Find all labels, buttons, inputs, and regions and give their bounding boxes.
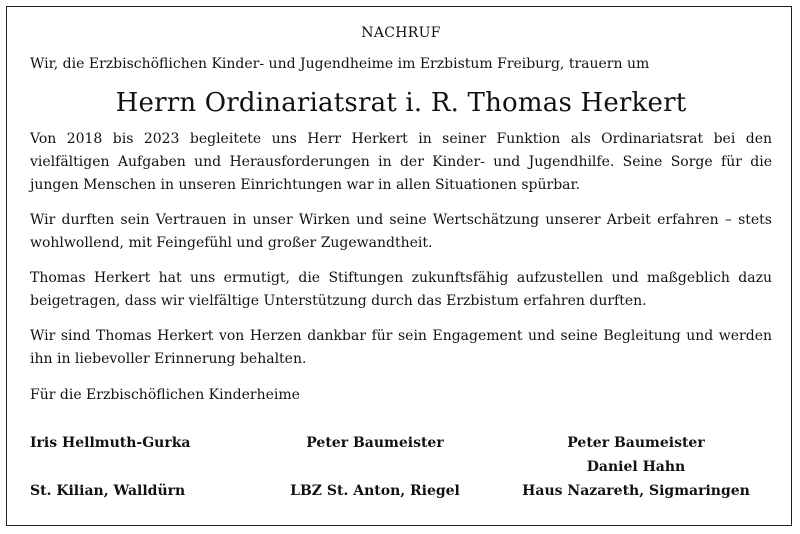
intro-line: Wir, die Erzbischöflichen Kinder- und Jugendheime im Erzbistum Freiburg, trauern um xyxy=(30,56,650,72)
signoff-line: Für die Erzbischöflichen Kinderheime xyxy=(30,387,300,403)
notice-heading: NACHRUF xyxy=(361,25,441,41)
blank-line xyxy=(30,455,250,479)
obituary-notice xyxy=(30,22,772,499)
signatory-name: Peter Baumeister xyxy=(567,435,705,451)
paragraph-tenure: Von 2018 bis 2023 begleitete uns Herr Herkert in seiner Funktion als Ordinariatsrat bei den vielfältigen Aufgaben und Herausforderungen in der Kinder- und Jugendhilfe. Seine Sorge für die jungen Menschen in unseren Einrichtungen war in allen Situationen spürbar. xyxy=(30,131,772,193)
signatory-name: Peter Baumeister xyxy=(306,435,444,451)
signatory-location: LBZ St. Anton, Riegel xyxy=(290,483,460,499)
signatory-name: Iris Hellmuth-Gurka xyxy=(30,435,191,451)
signatory-location: Haus Nazareth, Sigmaringen xyxy=(522,483,750,499)
signatory-haus-nazareth xyxy=(500,431,772,503)
paragraph-trust: Wir durften sein Vertrauen in unser Wirken und seine Wertschätzung unserer Arbeit erfahren – stets wohlwollend, mit Feingefühl und großer Zugewandtheit. xyxy=(30,212,772,251)
paragraph-encouragement: Thomas Herkert hat uns ermutigt, die Stiftungen zukunftsfähig aufzustellen und maßgeblich dazu beigetragen, dass wir vielfältige Unterstützung durch das Erzbistum erfahren durften. xyxy=(30,270,772,309)
signatories xyxy=(30,431,772,521)
signatory-name: Daniel Hahn xyxy=(586,459,686,475)
blank-line xyxy=(250,455,500,479)
signatory-lbz-st-anton xyxy=(250,431,500,503)
deceased-name: Herrn Ordinariatsrat i. R. Thomas Herkert xyxy=(115,88,687,118)
signatory-st-kilian xyxy=(30,431,250,503)
signatory-location: St. Kilian, Walldürn xyxy=(30,483,186,499)
paragraph-gratitude: Wir sind Thomas Herkert von Herzen dankbar für sein Engagement und seine Begleitung und werden ihn in liebevoller Erinnerung behalten. xyxy=(30,328,772,367)
